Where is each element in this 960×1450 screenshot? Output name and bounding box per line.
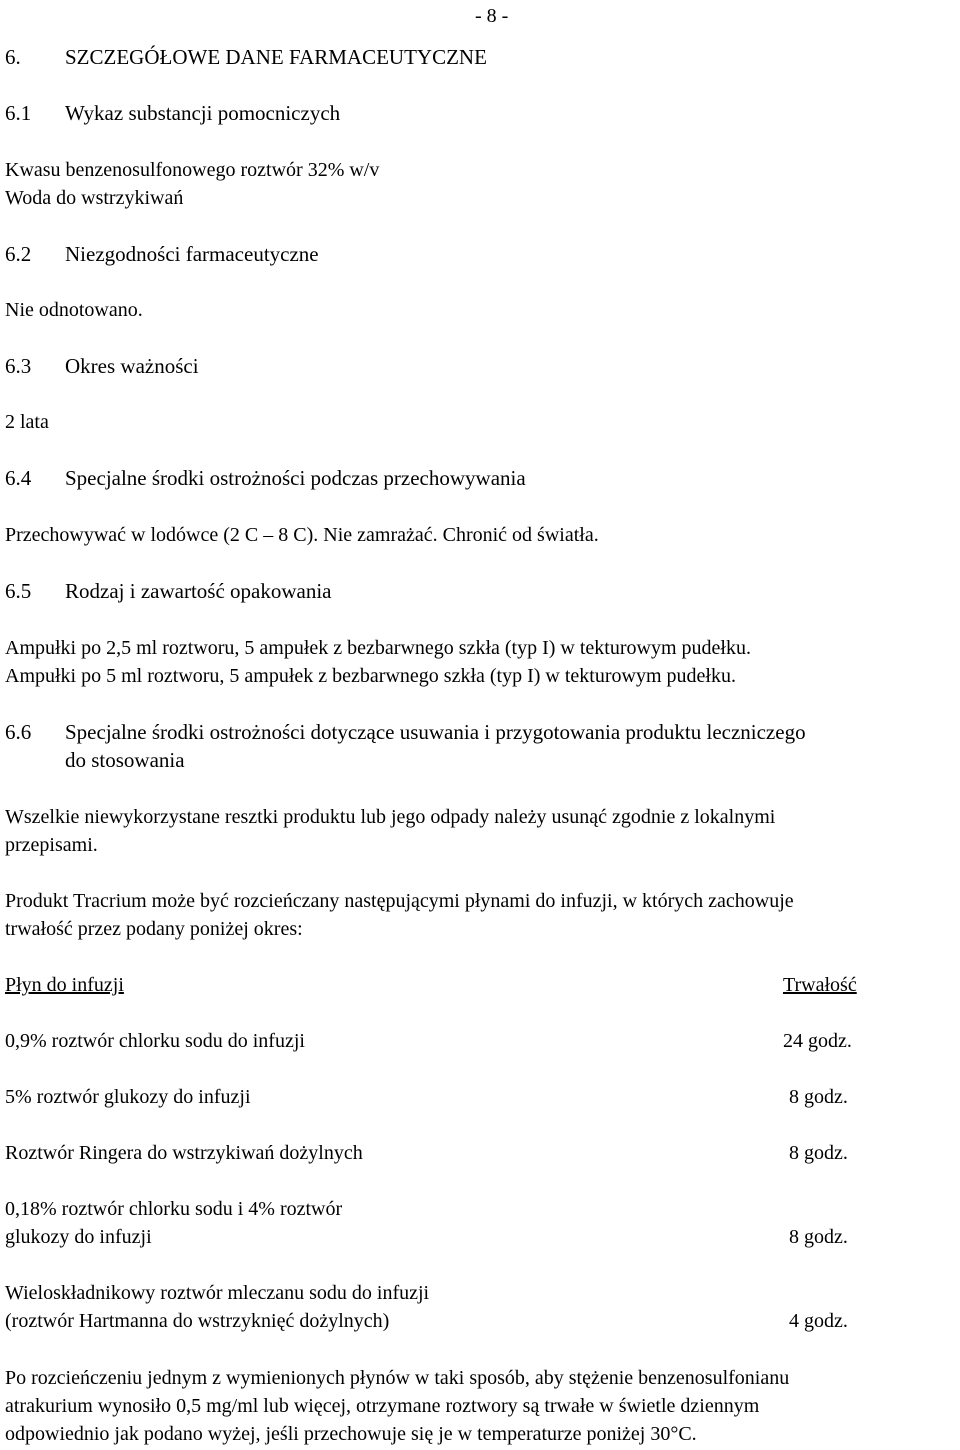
section-6-heading (5, 43, 487, 71)
section-6-4-number: 6.4 (5, 466, 32, 490)
page-number: - 8 - (475, 5, 509, 27)
section-6-4-text: Przechowywać w lodówce (2 C – 8 C). Nie zamrażać. Chronić od światła. (5, 524, 599, 546)
section-6-2-title: Niezgodności farmaceutyczne (65, 242, 319, 266)
section-6-2-heading (5, 240, 319, 268)
table-cell-fluid: 5% roztwór glukozy do infuzji (5, 1086, 251, 1108)
excipient-2: Woda do wstrzykiwań (5, 187, 184, 209)
final-para-line-3: odpowiednio jak podano wyżej, jeśli przechowuje się je w temperaturze poniżej 30°C. (5, 1423, 697, 1445)
table-cell-fluid-line-1: Wieloskładnikowy roztwór mleczanu sodu do infuzji (5, 1282, 430, 1304)
final-para-line-1: Po rozcieńczeniu jednym z wymienionych płynów w taki sposób, aby stężenie benzenosulfonianu (5, 1367, 790, 1389)
section-6-3-number: 6.3 (5, 354, 32, 378)
section-6-6-number: 6.6 (5, 720, 32, 744)
section-6-3-text: 2 lata (5, 411, 49, 433)
section-6-5-number: 6.5 (5, 579, 32, 603)
section-6-number: 6. (5, 45, 21, 69)
table-cell-fluid-line-1: 0,18% roztwór chlorku sodu i 4% roztwór (5, 1198, 343, 1220)
section-6-4-heading (5, 464, 526, 492)
table-cell-stability: 24 godz. (783, 1030, 852, 1052)
table-cell-stability: 8 godz. (789, 1086, 848, 1108)
section-6-2-number: 6.2 (5, 242, 32, 266)
section-6-1-heading (5, 99, 340, 127)
table-cell-stability: 4 godz. (789, 1310, 848, 1332)
disposal-line-1: Wszelkie niewykorzystane resztki produktu lub jego odpady należy usunąć zgodnie z lokalnymi (5, 806, 776, 828)
section-6-6-heading (5, 718, 806, 746)
section-6-3-heading (5, 352, 199, 380)
table-cell-stability: 8 godz. (789, 1142, 848, 1164)
section-6-6-title-line-2: do stosowania (65, 748, 185, 772)
section-6-2-text: Nie odnotowano. (5, 299, 143, 321)
section-6-6-title-line-1: Specjalne środki ostrożności dotyczące usuwania i przygotowania produktu leczniczego (65, 720, 806, 744)
dilution-line-1: Produkt Tracrium może być rozcieńczany następującymi płynami do infuzji, w których zachowuje (5, 890, 794, 912)
excipient-1: Kwasu benzenosulfonowego roztwór 32% w/v (5, 159, 380, 181)
section-6-1-title: Wykaz substancji pomocniczych (65, 101, 341, 125)
section-6-title: SZCZEGÓŁOWE DANE FARMACEUTYCZNE (65, 45, 487, 69)
section-6-4-title: Specjalne środki ostrożności podczas przechowywania (65, 466, 526, 490)
section-6-5-title: Rodzaj i zawartość opakowania (65, 579, 332, 603)
table-header-fluid: Płyn do infuzji (5, 974, 124, 996)
package-line-1: Ampułki po 2,5 ml roztworu, 5 ampułek z bezbarwnego szkła (typ I) w tekturowym pudełku. (5, 637, 751, 659)
package-line-2: Ampułki po 5 ml roztworu, 5 ampułek z bezbarwnego szkła (typ I) w tekturowym pudełku. (5, 665, 736, 687)
table-cell-fluid-line-2: glukozy do infuzji (5, 1226, 152, 1248)
table-cell-fluid: Roztwór Ringera do wstrzykiwań dożylnych (5, 1142, 363, 1164)
dilution-line-2: trwałość przez podany poniżej okres: (5, 918, 303, 940)
table-cell-stability: 8 godz. (789, 1226, 848, 1248)
section-6-5-heading (5, 577, 331, 605)
section-6-3-title: Okres ważności (65, 354, 199, 378)
section-6-1-number: 6.1 (5, 101, 32, 125)
table-cell-fluid-line-2: (roztwór Hartmanna do wstrzyknięć dożylnych) (5, 1310, 390, 1332)
final-para-line-2: atrakurium wynosiło 0,5 mg/ml lub więcej, otrzymane roztwory są trwałe w świetle dziennym (5, 1395, 760, 1417)
table-header-stability: Trwałość (783, 974, 857, 996)
disposal-line-2: przepisami. (5, 834, 98, 856)
table-cell-fluid: 0,9% roztwór chlorku sodu do infuzji (5, 1030, 305, 1052)
